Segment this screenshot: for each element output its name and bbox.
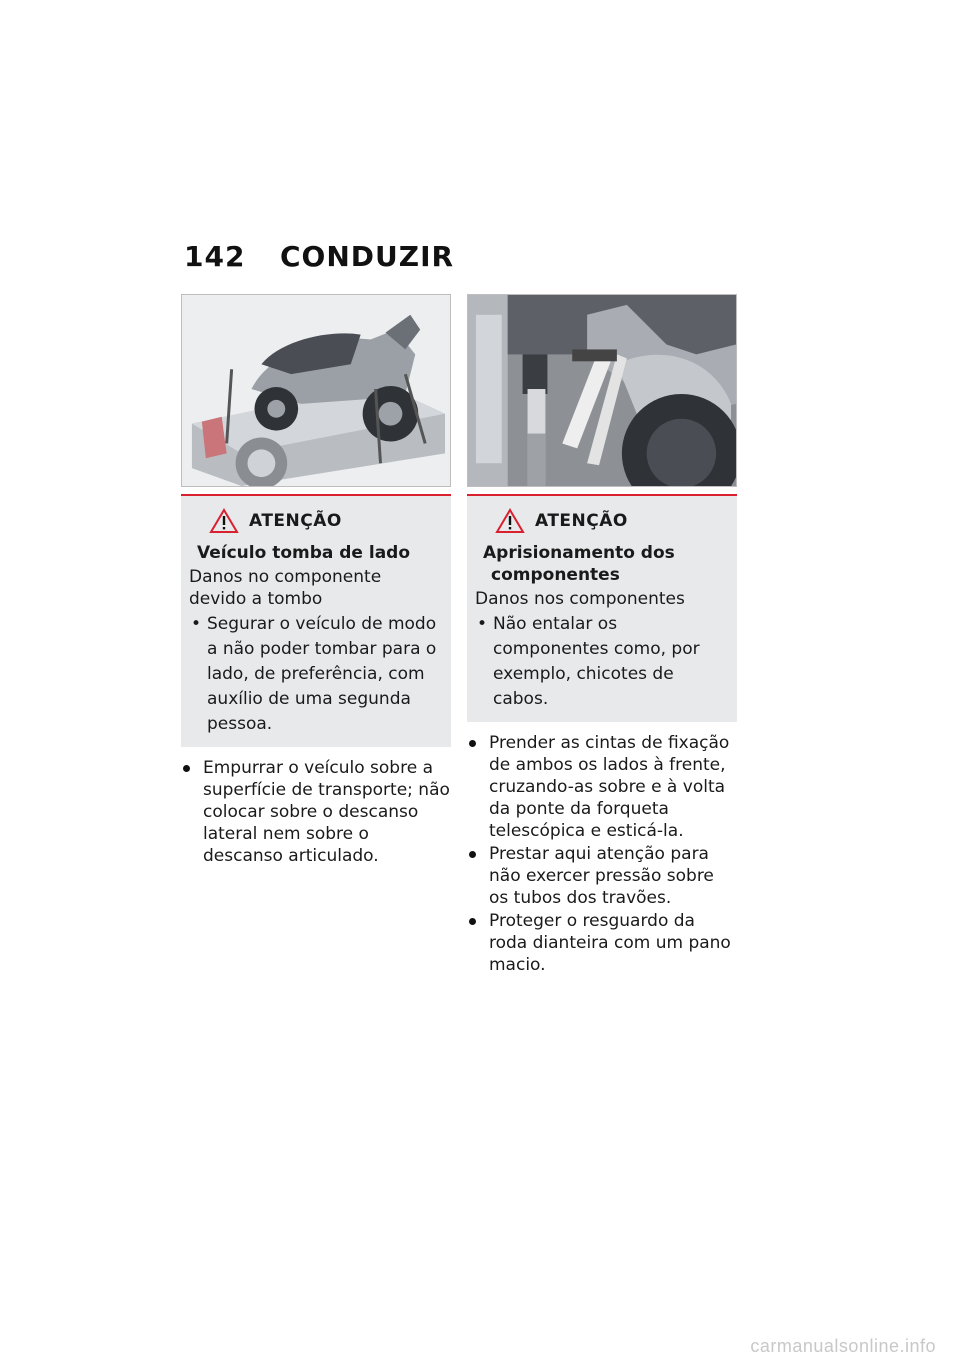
warning-box — [181, 494, 451, 747]
warning-consequence: Danos nos componentes — [475, 589, 685, 609]
warning-measures — [475, 612, 729, 712]
watermark: carmanualsonline.info — [750, 1336, 936, 1356]
motorcycle-trailer-illustration — [182, 295, 450, 486]
instruction-steps — [181, 757, 451, 867]
instruction-step-text: Proteger o resguardo da roda dianteira com um pano macio. — [489, 911, 731, 975]
warning-triangle-icon — [209, 508, 239, 534]
section-title: CONDUZIR — [280, 240, 455, 273]
warning-label: ATENÇÃO — [535, 511, 628, 531]
warning-triangle-icon — [495, 508, 525, 534]
instruction-step-text: Prestar aqui atenção para não exercer pressão sobre os tubos dos travões. — [489, 844, 714, 908]
instruction-step — [467, 732, 737, 842]
warning-box — [467, 494, 737, 722]
warning-heading — [209, 508, 443, 534]
instruction-step — [467, 843, 737, 909]
page-number: 142 — [184, 240, 246, 273]
bullet-dot-icon — [469, 918, 476, 925]
warning-heading — [495, 508, 729, 534]
bullet-icon: • — [477, 614, 488, 634]
bullet-dot-icon — [469, 740, 476, 747]
instruction-step-text: Prender as cintas de fixação de ambos os lados à frente, cruzando-as sobre e à volta da ponte da forqueta telescópica e esticá-la. — [489, 733, 730, 841]
instruction-steps — [467, 732, 737, 976]
right-column — [467, 294, 737, 977]
warning-measures — [189, 612, 443, 737]
instruction-step — [181, 757, 451, 867]
instruction-step — [467, 910, 737, 976]
warning-subject: Veículo tomba de lado — [197, 543, 411, 563]
motorcycle-on-trailer-photo — [181, 294, 451, 487]
warning-label: ATENÇÃO — [249, 511, 342, 531]
warning-measure-text: Segurar o veículo de modo a não poder tombar para o lado, de preferência, com auxílio de uma segunda pessoa. — [207, 614, 437, 734]
warning-consequence: Danos no componente devido a tombo — [189, 567, 382, 609]
front-fork-strap-photo — [467, 294, 737, 487]
warning-measure-text: Não entalar os componentes como, por exemplo, chicotes de cabos. — [493, 614, 700, 709]
front-fork-strap-illustration — [468, 295, 736, 486]
bullet-dot-icon — [183, 765, 190, 772]
warning-measure — [475, 612, 729, 712]
warning-subject: Aprisionamento dos componentes — [483, 543, 675, 585]
instruction-step-text: Empurrar o veículo sobre a superfície de transporte; não colocar sobre o descanso lateral nem sobre o descanso articulado. — [203, 758, 450, 866]
left-column — [181, 294, 451, 868]
warning-measure — [189, 612, 443, 737]
bullet-icon: • — [191, 614, 202, 634]
bullet-dot-icon — [469, 851, 476, 858]
